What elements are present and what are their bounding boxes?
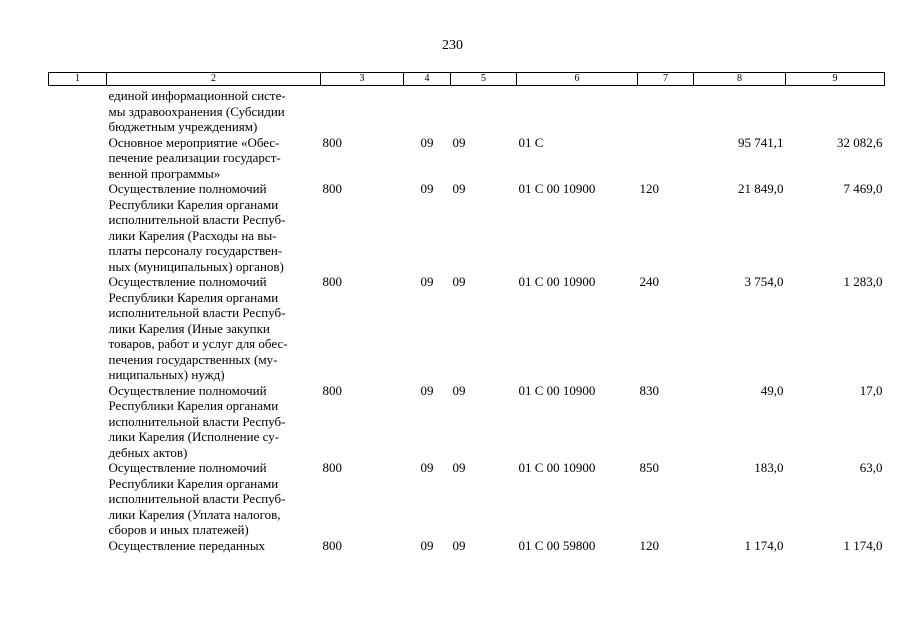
name-line: единой информационной систе- [108,88,286,103]
target-article-code: 01 С 00 10900 [518,382,596,398]
subsection-code: 09 [452,382,466,398]
target-article-code [517,86,638,135]
name-line: печение реализации государст- [108,150,281,165]
ministry-code: 800 [322,382,342,398]
ministry-code: 800 [322,134,342,150]
item-name [107,181,321,274]
name-line: Осуществление переданных [108,537,266,553]
section-code: 09 [420,460,434,475]
target-article-code: 01 С 00 59800 [518,537,596,553]
name-line: Осуществление полномочий [108,382,267,398]
name-line: Осуществление полномочий [108,274,267,289]
subsection-code: 09 [452,134,466,150]
table-row [49,274,885,383]
amount-col8: 1 174,0 [744,537,784,553]
name-line: лики Карелия (Иные закупки [108,320,270,336]
amount-col8: 21 849,0 [738,181,784,196]
name-line: мы здравоохранения (Субсидии [108,103,285,119]
expense-type-code: 240 [639,274,659,289]
item-name [107,383,321,461]
column-header: 3 [321,73,404,86]
amount-col9: 63,0 [859,460,883,475]
section-code: 09 [420,274,434,289]
amount-col9: 17,0 [859,382,883,398]
expense-type-code: 830 [639,382,659,398]
table-row [49,538,885,554]
ministry-code: 800 [322,460,342,475]
table-row [49,460,885,538]
ministry-code: 800 [322,181,342,196]
name-line: Осуществление полномочий [108,181,267,196]
name-line: сборов и иных платежей) [108,522,249,537]
name-line: печения государственных (му- [108,351,278,367]
name-line: Республики Карелия органами [108,475,279,491]
subsection-code: 09 [452,460,466,475]
table-row [49,86,885,135]
column-header: 8 [694,73,786,86]
column-header: 7 [638,73,694,86]
subsection-code [451,86,517,135]
subsection-code: 09 [452,181,466,196]
section-code: 09 [420,537,434,553]
column-header: 9 [786,73,885,86]
name-line: лики Карелия (Уплата налогов, [108,506,281,522]
table-row [49,181,885,274]
item-name [107,135,321,182]
name-line: Республики Карелия органами [108,398,279,413]
amount-col9 [786,86,885,135]
name-line: лики Карелия (Исполнение су- [108,429,280,444]
table-header [49,73,885,86]
name-line: товаров, работ и услуг для обес- [108,336,288,351]
name-line: дебных актов) [108,444,188,460]
name-line: ных (муниципальных) органов) [108,258,284,274]
amount-col9: 1 283,0 [843,274,883,289]
name-line: исполнительной власти Респуб- [108,413,286,429]
column-header: 6 [517,73,638,86]
amount-col8 [694,86,786,135]
column-header: 5 [451,73,517,86]
section-code [404,86,451,135]
name-line: венной программы» [108,165,221,181]
table-row [49,135,885,182]
column-header: 1 [49,73,107,86]
subsection-code: 09 [452,274,466,289]
item-name [107,538,321,554]
name-line: исполнительной власти Респуб- [108,305,286,320]
subsection-code: 09 [452,537,466,553]
amount-col8: 3 754,0 [744,274,784,289]
name-line: исполнительной власти Респуб- [108,491,286,506]
amount-col8: 95 741,1 [738,134,784,150]
name-line: исполнительной власти Респуб- [108,212,286,227]
name-line: лики Карелия (Расходы на вы- [108,227,277,243]
name-line: ниципальных) нужд) [108,367,225,382]
section-code: 09 [420,181,434,196]
table-row [49,383,885,461]
amount-col8: 183,0 [754,460,784,475]
item-name [107,274,321,383]
name-line: платы персоналу государствен- [108,243,283,258]
name-line: Основное мероприятие «Обес- [108,134,280,150]
name-line: Республики Карелия органами [108,196,279,212]
target-article-code: 01 С 00 10900 [518,460,596,475]
target-article-code: 01 С 00 10900 [518,274,596,289]
expense-type-code: 120 [639,181,659,196]
ministry-code: 800 [322,274,342,289]
expense-type-code: 850 [639,460,659,475]
column-header: 2 [107,73,321,86]
target-article-code: 01 С 00 10900 [518,181,596,196]
section-code: 09 [420,382,434,398]
ministry-code [321,86,404,135]
target-article-code: 01 С [518,134,544,150]
budget-table [48,72,885,553]
column-header: 4 [404,73,451,86]
amount-col8: 49,0 [760,382,784,398]
amount-col9: 1 174,0 [843,537,883,553]
ministry-code: 800 [322,537,342,553]
amount-col9: 32 082,6 [837,134,883,150]
name-line: Республики Карелия органами [108,289,279,305]
expense-type-code [638,135,694,182]
name-line: бюджетным учреждениям) [108,119,258,134]
page-number: 230 [442,38,463,53]
item-name [107,86,321,135]
item-name [107,460,321,538]
amount-col9: 7 469,0 [843,181,883,196]
name-line: Осуществление полномочий [108,460,267,475]
expense-type-code [638,86,694,135]
section-code: 09 [420,134,434,150]
expense-type-code: 120 [639,537,659,553]
